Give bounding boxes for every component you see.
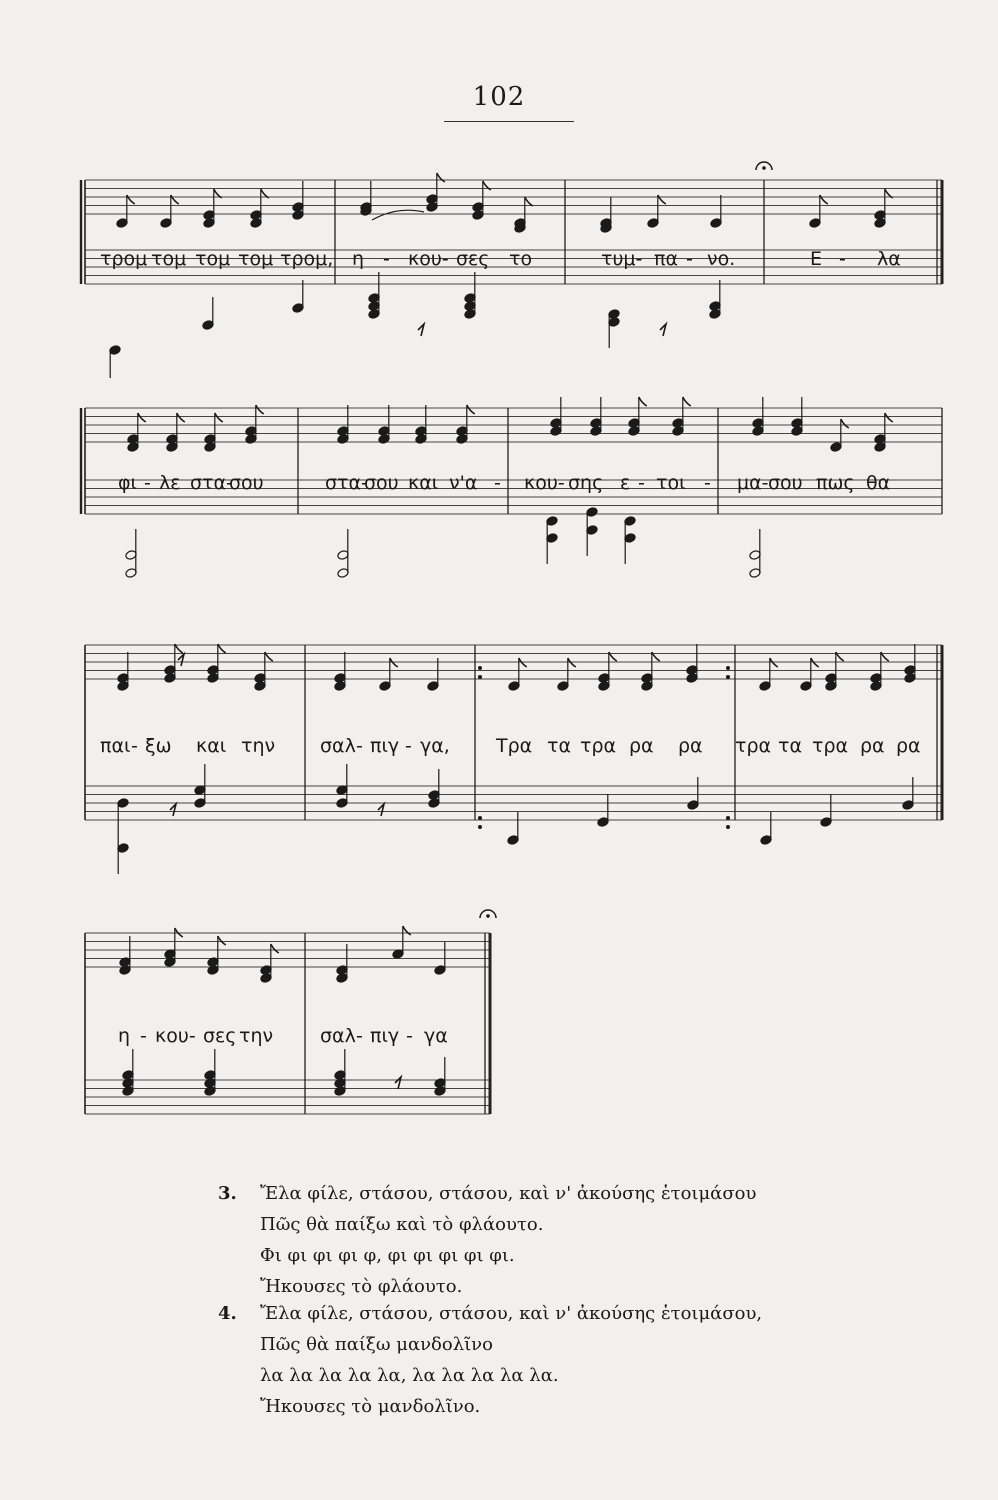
lyric-hyphen: - xyxy=(494,472,501,494)
lyric-syllable: τρομ xyxy=(100,248,148,270)
note-flag xyxy=(683,397,691,406)
lyric-syllable: γα, xyxy=(420,735,450,757)
lyric-hyphen: - xyxy=(356,1025,363,1047)
fermata-dot xyxy=(762,166,766,170)
stanza-number: 4. xyxy=(218,1303,237,1324)
lyric-hyphen: - xyxy=(144,472,151,494)
lyric-syllable: ρα xyxy=(629,735,654,757)
note-flag xyxy=(256,405,264,414)
lyric-syllable: ξω xyxy=(145,735,172,757)
stanza-line: Ἤκουσες τὸ μανδολῖνο. xyxy=(260,1396,481,1417)
note-flag xyxy=(215,413,223,422)
lyric-syllable: κου- xyxy=(524,472,565,494)
note-flag xyxy=(403,926,411,935)
lyric-syllable: σες xyxy=(203,1025,237,1047)
eighth-rest xyxy=(395,1077,401,1089)
lyric-hyphen: - xyxy=(686,248,693,270)
lyric-syllable: τομ xyxy=(151,248,187,270)
note-flag xyxy=(138,413,146,422)
lyric-syllable: σου xyxy=(229,472,264,494)
lyric-syllable: σης xyxy=(568,472,604,494)
lyric-syllable: λα xyxy=(877,248,901,270)
repeat-dot xyxy=(478,675,482,679)
lyric-syllable: η xyxy=(118,1025,131,1047)
lyric-syllable: τρα xyxy=(812,735,849,757)
lyric-syllable: νο. xyxy=(707,248,736,270)
tie xyxy=(372,210,424,220)
lyric-syllable: τυμ- xyxy=(601,248,643,270)
lyric-syllable: Ε xyxy=(810,248,823,270)
stanza-number: 3. xyxy=(218,1183,237,1204)
lyric-syllable: παι xyxy=(100,735,131,757)
lyric-syllable: θα xyxy=(866,472,891,494)
stanza-line: λα λα λα λα λα, λα λα λα λα λα. xyxy=(260,1365,559,1386)
lyric-syllable: πως xyxy=(816,472,855,494)
lyric-syllable: τα xyxy=(547,735,571,757)
note-flag xyxy=(658,195,666,204)
note-flag xyxy=(525,197,533,206)
lyric-syllable: η xyxy=(352,248,365,270)
lyric-syllable: τα xyxy=(778,735,802,757)
eighth-rest xyxy=(418,324,424,336)
stanza-line: Ἔλα φίλε, στάσου, στάσου, καὶ ν' ἀκούσης ἑτοιμάσου xyxy=(260,1183,757,1204)
stanza-line: Ἤκουσες τὸ φλάουτο. xyxy=(260,1276,463,1297)
repeat-dot xyxy=(726,816,730,820)
repeat-dot xyxy=(478,666,482,670)
lyric-syllable: ν'α xyxy=(449,472,478,494)
lyric-syllable: σαλ xyxy=(320,735,356,757)
lyric-syllable: πα xyxy=(654,248,678,270)
lyric-hyphen: - xyxy=(383,248,390,270)
lyric-syllable: και xyxy=(408,472,439,494)
stanza-line: Ἔλα φίλε, στάσου, στάσου, καὶ ν' ἀκούσης ἑτοιμάσου, xyxy=(260,1303,763,1324)
fermata-dot xyxy=(486,914,490,918)
lyric-syllable: ρα xyxy=(860,735,885,757)
repeat-dot xyxy=(726,825,730,829)
lyric-hyphen: - xyxy=(405,735,412,757)
lyric-syllable: σου xyxy=(768,472,803,494)
lyric-syllable: σαλ xyxy=(320,1025,356,1047)
stanza-line: Φι φι φι φι φ, φι φι φι φι φι. xyxy=(260,1245,515,1266)
lyric-hyphen: - xyxy=(638,472,645,494)
lyric-syllable: μα- xyxy=(737,472,769,494)
lyric-syllable: στα- xyxy=(190,472,233,494)
note-flag xyxy=(639,397,647,406)
lyric-syllable: Τρα xyxy=(496,735,533,757)
lyric-syllable: γα xyxy=(424,1025,448,1047)
lyric-syllable: τρα xyxy=(735,735,772,757)
eighth-rest xyxy=(378,804,384,816)
stanza-line: Πῶς θὰ παίξω μανδολῖνο xyxy=(260,1334,493,1355)
lyric-syllable: πιγ xyxy=(370,1025,400,1047)
repeat-dot xyxy=(478,816,482,820)
note-flag xyxy=(177,413,185,422)
page-number: 102 xyxy=(472,82,526,112)
lyric-syllable: την xyxy=(239,1025,274,1047)
lyric-syllable: στα- xyxy=(325,472,368,494)
note-flag xyxy=(841,419,849,428)
note-flag xyxy=(820,195,828,204)
lyric-syllable: ρα xyxy=(678,735,703,757)
note-flag xyxy=(885,413,893,422)
lyric-syllable: πιγ xyxy=(370,735,400,757)
lyric-syllable: σες xyxy=(456,248,490,270)
stanza-line: Πῶς θὰ παίξω καὶ τὸ φλάουτο. xyxy=(260,1214,544,1235)
note-flag xyxy=(271,944,279,953)
note-flag xyxy=(218,936,226,945)
lyric-hyphen: - xyxy=(839,248,846,270)
note-flag xyxy=(437,173,445,182)
lyric-syllable: τομ xyxy=(238,248,274,270)
repeat-dot xyxy=(726,666,730,670)
lyric-syllable: τομ xyxy=(195,248,231,270)
lyric-syllable: φι xyxy=(118,472,137,494)
lyric-syllable: κου- xyxy=(155,1025,196,1047)
lyric-syllable: τρομ, xyxy=(280,248,334,270)
lyric-hyphen: - xyxy=(406,1025,413,1047)
lyric-hyphen: - xyxy=(704,472,711,494)
eighth-rest xyxy=(170,804,176,816)
eighth-rest xyxy=(660,324,666,336)
stanza-4 xyxy=(218,1298,762,1422)
lyric-syllable: τοι xyxy=(656,472,686,494)
lyric-syllable: κου- xyxy=(408,248,449,270)
lyric-hyphen: - xyxy=(140,1025,147,1047)
lyric-syllable: τρα xyxy=(580,735,617,757)
repeat-dot xyxy=(726,675,730,679)
lyric-syllable: την xyxy=(241,735,276,757)
stanza-3 xyxy=(218,1178,756,1302)
lyric-syllable: το xyxy=(509,248,533,270)
lyric-hyphen: - xyxy=(356,735,363,757)
lyric-hyphen: - xyxy=(131,735,138,757)
note-flag xyxy=(171,195,179,204)
lyric-syllable: ε xyxy=(620,472,631,494)
lyric-syllable: λε xyxy=(159,472,181,494)
eighth-rest xyxy=(178,654,184,666)
note-flag xyxy=(467,405,475,414)
lyric-syllable: ρα xyxy=(896,735,921,757)
repeat-dot xyxy=(478,825,482,829)
lyric-syllable: και xyxy=(196,735,227,757)
note-flag xyxy=(127,195,135,204)
lyric-syllable: σου xyxy=(364,472,399,494)
